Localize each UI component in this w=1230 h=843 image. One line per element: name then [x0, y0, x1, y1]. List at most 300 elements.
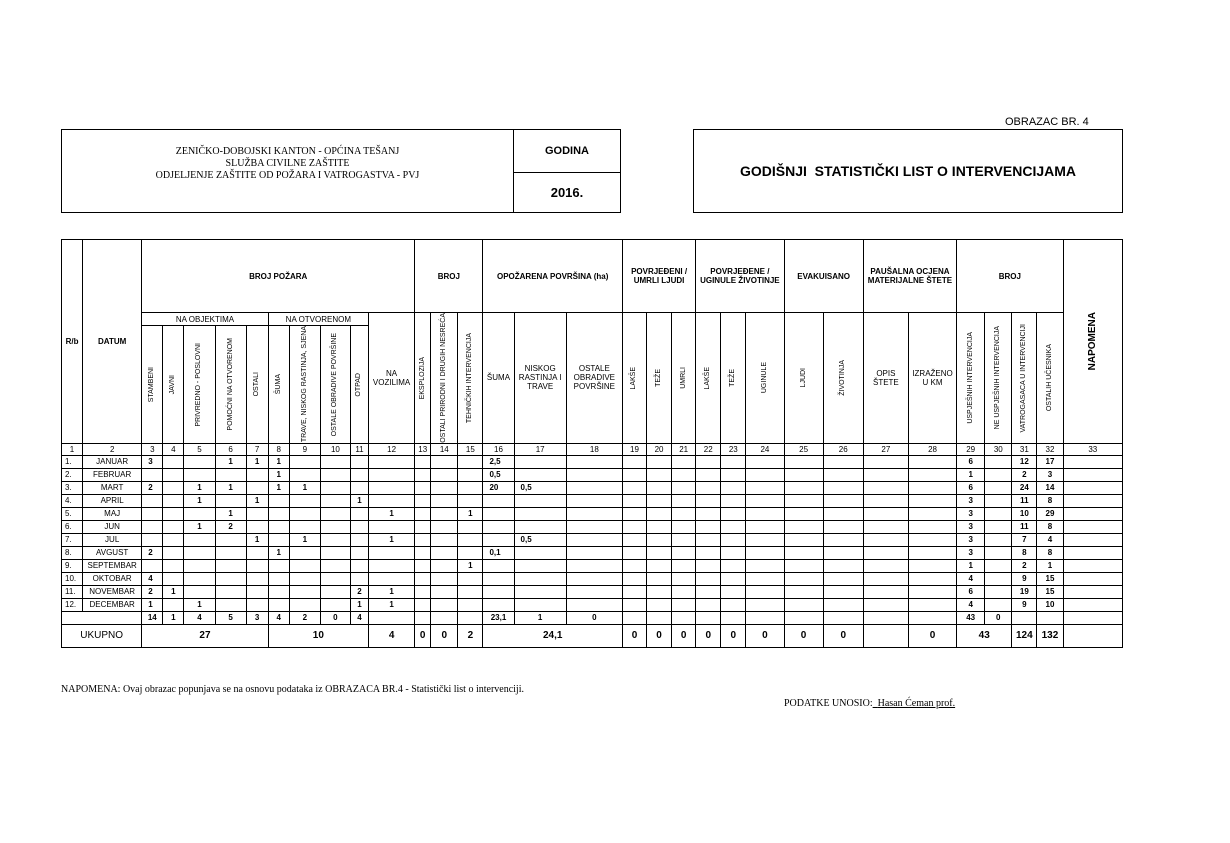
- table-cell: [246, 559, 268, 572]
- table-cell: [215, 598, 246, 611]
- column-number: 2: [83, 443, 142, 455]
- table-cell: [215, 546, 246, 559]
- row-number: 5.: [62, 507, 83, 520]
- subtotal-cell: [721, 611, 746, 624]
- table-cell: [415, 481, 431, 494]
- table-cell: [985, 455, 1012, 468]
- table-cell: [746, 533, 784, 546]
- eksplozija-text: EKSPLOZIJA: [418, 356, 426, 400]
- table-cell: [142, 494, 163, 507]
- month-name: NOVEMBAR: [83, 585, 142, 598]
- table-cell: [431, 559, 458, 572]
- ukupno-opis: [863, 624, 908, 647]
- napomena-header-text: NAPOMENA: [1087, 312, 1099, 371]
- tehnicki-text: TEHNIČKIH INTERVENCIJA: [466, 332, 474, 423]
- table-cell: [721, 494, 746, 507]
- month-name: APRIL: [83, 494, 142, 507]
- table-cell: [746, 481, 784, 494]
- table-cell: [672, 455, 696, 468]
- table-cell: [320, 572, 350, 585]
- table-cell: [784, 494, 823, 507]
- table-cell: [784, 507, 823, 520]
- column-number: 15: [458, 443, 483, 455]
- table-cell: [415, 585, 431, 598]
- table-cell: [320, 520, 350, 533]
- table-cell: [647, 533, 672, 546]
- table-cell: [721, 572, 746, 585]
- table-cell: [908, 572, 956, 585]
- ukupno-umrli: 0: [672, 624, 696, 647]
- table-cell: 9: [1012, 572, 1037, 585]
- table-cell: [622, 507, 646, 520]
- table-row: [62, 559, 1123, 572]
- table-row: [62, 598, 1123, 611]
- table-cell: [163, 520, 184, 533]
- column-number: 8: [268, 443, 289, 455]
- table-cell: [672, 559, 696, 572]
- table-cell: [514, 468, 566, 481]
- table-cell: [823, 598, 863, 611]
- table-cell: [320, 494, 350, 507]
- month-name: JUL: [83, 533, 142, 546]
- table-cell: [431, 494, 458, 507]
- table-cell: [215, 468, 246, 481]
- povrijedjeni-header: POVRJEĐENI / UMRLI LJUDI: [622, 240, 695, 313]
- broj-header: BROJ: [415, 240, 483, 313]
- table-cell: [566, 585, 622, 598]
- table-cell: [415, 507, 431, 520]
- table-cell: [696, 468, 721, 481]
- table-cell: [458, 572, 483, 585]
- org-line-1: ZENIČKO-DOBOJSKI KANTON - OPĆINA TEŠANJ: [175, 146, 400, 157]
- table-cell: 1: [215, 481, 246, 494]
- tehnicki-header: [458, 313, 483, 444]
- opozarena-header: OPOŽARENA POVRŠINA (ha): [483, 240, 623, 313]
- table-cell: [985, 533, 1012, 546]
- povrijedjene-header: POVRJEĐENE / UGINULE ŽIVOTINJE: [696, 240, 784, 313]
- table-cell: [823, 572, 863, 585]
- table-cell: [746, 585, 784, 598]
- table-cell: [746, 455, 784, 468]
- year-split: [513, 172, 620, 173]
- table-cell: 1: [957, 559, 985, 572]
- table-cell: 6: [957, 481, 985, 494]
- ukupno-lakse1: 0: [622, 624, 646, 647]
- table-cell: [289, 559, 320, 572]
- table-cell: [863, 559, 908, 572]
- ukupno-ljudi: 0: [784, 624, 823, 647]
- table-cell: [622, 572, 646, 585]
- table-cell: [985, 559, 1012, 572]
- ukupno-objekti: 27: [142, 624, 268, 647]
- table-cell: [320, 559, 350, 572]
- table-cell: [622, 455, 646, 468]
- table-cell: [142, 507, 163, 520]
- table-cell: [1063, 546, 1122, 559]
- table-cell: [566, 598, 622, 611]
- table-cell: [622, 533, 646, 546]
- table-cell: [483, 533, 514, 546]
- table-cell: [289, 598, 320, 611]
- footer-note: NAPOMENA: Ovaj obrazac popunjava se na osnovu podataka iz OBRAZACA BR.4 - Statistički list o intervenciji.: [61, 684, 524, 695]
- table-cell: [483, 559, 514, 572]
- subtotal-cell: 4: [268, 611, 289, 624]
- table-cell: 1: [246, 494, 268, 507]
- table-cell: [320, 546, 350, 559]
- table-cell: 3: [957, 507, 985, 520]
- table-cell: [908, 598, 956, 611]
- table-cell: [672, 507, 696, 520]
- table-cell: [647, 481, 672, 494]
- table-cell: 1: [268, 468, 289, 481]
- column-number: 16: [483, 443, 514, 455]
- column-number: 20: [647, 443, 672, 455]
- table-cell: [908, 520, 956, 533]
- subtotal-cell: 3: [246, 611, 268, 624]
- table-cell: [566, 533, 622, 546]
- column-number: 33: [1063, 443, 1122, 455]
- table-cell: [163, 481, 184, 494]
- table-cell: [246, 585, 268, 598]
- table-cell: 8: [1037, 546, 1063, 559]
- lakse2-text: LAKŠE: [704, 366, 712, 390]
- column-number: 1: [62, 443, 83, 455]
- table-cell: 8: [1037, 520, 1063, 533]
- table-cell: [1063, 559, 1122, 572]
- table-cell: [458, 546, 483, 559]
- table-cell: [985, 520, 1012, 533]
- row-number: 4.: [62, 494, 83, 507]
- table-cell: [566, 468, 622, 481]
- napomena-header: [1063, 240, 1122, 444]
- table-cell: [415, 468, 431, 481]
- column-number: 11: [350, 443, 368, 455]
- table-cell: [415, 598, 431, 611]
- ukupno-napomena: [1063, 624, 1122, 647]
- pomocni-text: POMOĆNI NA OTVORENOM: [226, 338, 234, 431]
- table-cell: 19: [1012, 585, 1037, 598]
- row-number: 1.: [62, 455, 83, 468]
- lakse1-header: [622, 313, 646, 444]
- ukupno-teze1: 0: [647, 624, 672, 647]
- table-cell: [696, 572, 721, 585]
- table-cell: 8: [1037, 494, 1063, 507]
- table-cell: [458, 520, 483, 533]
- table-cell: [985, 598, 1012, 611]
- table-cell: [721, 468, 746, 481]
- table-cell: [672, 520, 696, 533]
- column-number: 7: [246, 443, 268, 455]
- table-cell: [647, 585, 672, 598]
- table-cell: [784, 481, 823, 494]
- subtotal-cell: 4: [350, 611, 368, 624]
- table-cell: 1: [163, 585, 184, 598]
- table-cell: 29: [1037, 507, 1063, 520]
- table-cell: [350, 546, 368, 559]
- table-cell: 1: [268, 455, 289, 468]
- table-cell: [142, 559, 163, 572]
- subtotal-cell: 23,1: [483, 611, 514, 624]
- table-cell: 24: [1012, 481, 1037, 494]
- table-cell: [458, 468, 483, 481]
- table-cell: [863, 455, 908, 468]
- table-cell: [823, 559, 863, 572]
- table-cell: 9: [1012, 598, 1037, 611]
- table-cell: [908, 455, 956, 468]
- column-number: 4: [163, 443, 184, 455]
- uginule-text: UGINULE: [760, 362, 768, 394]
- table-cell: [784, 533, 823, 546]
- table-cell: [746, 572, 784, 585]
- column-number: 13: [415, 443, 431, 455]
- column-number: 5: [184, 443, 215, 455]
- subtotal-cell: [823, 611, 863, 624]
- row-number: 7.: [62, 533, 83, 546]
- table-cell: [163, 572, 184, 585]
- column-number: 21: [672, 443, 696, 455]
- table-cell: [320, 455, 350, 468]
- table-cell: [647, 520, 672, 533]
- table-cell: [696, 559, 721, 572]
- table-cell: [458, 481, 483, 494]
- table-cell: [184, 455, 215, 468]
- table-cell: [215, 533, 246, 546]
- row-number: 8.: [62, 546, 83, 559]
- table-cell: 3: [957, 533, 985, 546]
- na-vozilima-header: NA VOZILIMA: [369, 313, 415, 444]
- table-cell: [566, 559, 622, 572]
- table-cell: [289, 507, 320, 520]
- table-cell: [289, 468, 320, 481]
- table-cell: [268, 585, 289, 598]
- table-cell: [672, 468, 696, 481]
- table-cell: 2: [1012, 559, 1037, 572]
- org-line-2: SLUŽBA CIVILNE ZAŠTITE: [225, 158, 350, 169]
- table-cell: 1: [215, 455, 246, 468]
- table-cell: [672, 598, 696, 611]
- table-cell: [289, 494, 320, 507]
- table-cell: [246, 507, 268, 520]
- table-cell: 1: [369, 533, 415, 546]
- table-cell: 3: [957, 520, 985, 533]
- otpad-header: [350, 326, 368, 444]
- column-number: 32: [1037, 443, 1063, 455]
- title-box: [693, 129, 1123, 213]
- table-cell: [483, 494, 514, 507]
- table-cell: [350, 559, 368, 572]
- table-cell: [823, 507, 863, 520]
- table-cell: 15: [1037, 585, 1063, 598]
- table-cell: 11: [1012, 520, 1037, 533]
- lakse1-text: LAKŠE: [630, 366, 638, 390]
- table-cell: [163, 455, 184, 468]
- datum-header: DATUM: [83, 240, 142, 444]
- pomocni-header: [215, 326, 246, 444]
- table-cell: [268, 494, 289, 507]
- subtotal-cell: [908, 611, 956, 624]
- table-cell: [514, 572, 566, 585]
- subtotal-cell: 0: [566, 611, 622, 624]
- table-cell: [458, 585, 483, 598]
- table-cell: 1: [184, 481, 215, 494]
- table-cell: [622, 598, 646, 611]
- table-cell: [622, 468, 646, 481]
- table-cell: [163, 533, 184, 546]
- table-cell: [985, 572, 1012, 585]
- table-cell: [622, 585, 646, 598]
- subtotal-cell: 0: [320, 611, 350, 624]
- subtotal-cell: 4: [184, 611, 215, 624]
- column-number-row: [62, 443, 1123, 455]
- table-cell: [163, 507, 184, 520]
- table-cell: [350, 507, 368, 520]
- column-number: 23: [721, 443, 746, 455]
- table-cell: 3: [957, 546, 985, 559]
- table-cell: [647, 559, 672, 572]
- statistics-table: [61, 239, 1123, 648]
- izrazeno-header: IZRAŽENO U KM: [908, 313, 956, 444]
- table-cell: 1: [184, 520, 215, 533]
- table-cell: [647, 546, 672, 559]
- month-name: MART: [83, 481, 142, 494]
- table-cell: [566, 520, 622, 533]
- zivotinja-text: ŽIVOTINJA: [839, 360, 847, 396]
- table-cell: [1063, 520, 1122, 533]
- table-cell: [369, 546, 415, 559]
- trave-header: [289, 326, 320, 444]
- table-cell: [566, 507, 622, 520]
- table-cell: [622, 546, 646, 559]
- table-cell: [514, 507, 566, 520]
- table-cell: 2: [1012, 468, 1037, 481]
- table-cell: [289, 572, 320, 585]
- ukupno-izrazeno: 0: [908, 624, 956, 647]
- table-cell: [268, 598, 289, 611]
- table-cell: 7: [1012, 533, 1037, 546]
- table-cell: [672, 572, 696, 585]
- table-cell: [163, 598, 184, 611]
- table-cell: [514, 598, 566, 611]
- table-cell: [184, 572, 215, 585]
- table-cell: [863, 533, 908, 546]
- table-cell: 4: [957, 598, 985, 611]
- table-cell: 1: [369, 507, 415, 520]
- table-cell: 11: [1012, 494, 1037, 507]
- table-cell: [369, 559, 415, 572]
- ljudi-text: LJUDI: [799, 368, 807, 388]
- table-row: [62, 481, 1123, 494]
- subtotal-cell: [696, 611, 721, 624]
- table-cell: [863, 585, 908, 598]
- table-cell: [823, 494, 863, 507]
- na-otvorenom-header: NA OTVORENOM: [268, 313, 368, 326]
- table-cell: 0,5: [514, 481, 566, 494]
- table-cell: [696, 455, 721, 468]
- table-cell: 10: [1012, 507, 1037, 520]
- table-cell: 1: [246, 455, 268, 468]
- table-cell: [431, 585, 458, 598]
- table-row: [62, 507, 1123, 520]
- table-cell: [908, 559, 956, 572]
- uginule-header: [746, 313, 784, 444]
- subtotal-cell: 1: [514, 611, 566, 624]
- table-cell: 1: [369, 585, 415, 598]
- table-cell: [289, 520, 320, 533]
- table-cell: 1: [458, 507, 483, 520]
- table-cell: [647, 507, 672, 520]
- trave-text: TRAVE, NISKOG RASTINJA, SJENA: [300, 326, 308, 443]
- evakuisano-header: EVAKUISANO: [784, 240, 863, 313]
- entered-by-label: PODATKE UNOSIO:: [784, 698, 873, 709]
- row-number: 12.: [62, 598, 83, 611]
- table-cell: [431, 455, 458, 468]
- ostalih-text: OSTALIH UČESNIKA: [1045, 344, 1053, 412]
- table-cell: [672, 533, 696, 546]
- column-number: 31: [1012, 443, 1037, 455]
- table-cell: 0,5: [514, 533, 566, 546]
- table-cell: [289, 585, 320, 598]
- table-cell: 2: [215, 520, 246, 533]
- table-cell: [268, 507, 289, 520]
- privredno-text: PRIVREDNO - POSLOVNI: [195, 342, 203, 427]
- table-cell: [696, 546, 721, 559]
- column-number: 24: [746, 443, 784, 455]
- teze1-text: TEŽE: [655, 368, 663, 387]
- table-cell: [215, 559, 246, 572]
- table-cell: [672, 585, 696, 598]
- column-number: 28: [908, 443, 956, 455]
- table-cell: 2: [142, 546, 163, 559]
- table-cell: [566, 572, 622, 585]
- month-name: AVGUST: [83, 546, 142, 559]
- table-cell: 4: [1037, 533, 1063, 546]
- column-number: 26: [823, 443, 863, 455]
- table-cell: [415, 546, 431, 559]
- table-cell: [458, 455, 483, 468]
- table-cell: [863, 520, 908, 533]
- year-value: 2016.: [550, 185, 584, 200]
- table-cell: [823, 520, 863, 533]
- table-cell: [1063, 572, 1122, 585]
- table-cell: [1063, 468, 1122, 481]
- table-cell: 0,1: [483, 546, 514, 559]
- table-cell: [746, 520, 784, 533]
- month-name: SEPTEMBAR: [83, 559, 142, 572]
- row-number: 9.: [62, 559, 83, 572]
- subtotal-cell: 14: [142, 611, 163, 624]
- table-cell: [320, 481, 350, 494]
- table-cell: 1: [289, 481, 320, 494]
- table-cell: [163, 494, 184, 507]
- column-number: 18: [566, 443, 622, 455]
- table-cell: [350, 520, 368, 533]
- table-cell: [672, 494, 696, 507]
- table-cell: [369, 455, 415, 468]
- table-cell: 6: [957, 455, 985, 468]
- table-cell: 2: [142, 481, 163, 494]
- table-cell: [746, 507, 784, 520]
- subtotal-cell: [1012, 611, 1037, 624]
- table-cell: 1: [1037, 559, 1063, 572]
- table-cell: [908, 481, 956, 494]
- opis-header: OPIS ŠTETE: [863, 313, 908, 444]
- table-cell: [268, 520, 289, 533]
- table-cell: [908, 585, 956, 598]
- ostali-header: [246, 326, 268, 444]
- table-cell: [721, 546, 746, 559]
- table-cell: 1: [957, 468, 985, 481]
- table-cell: [458, 494, 483, 507]
